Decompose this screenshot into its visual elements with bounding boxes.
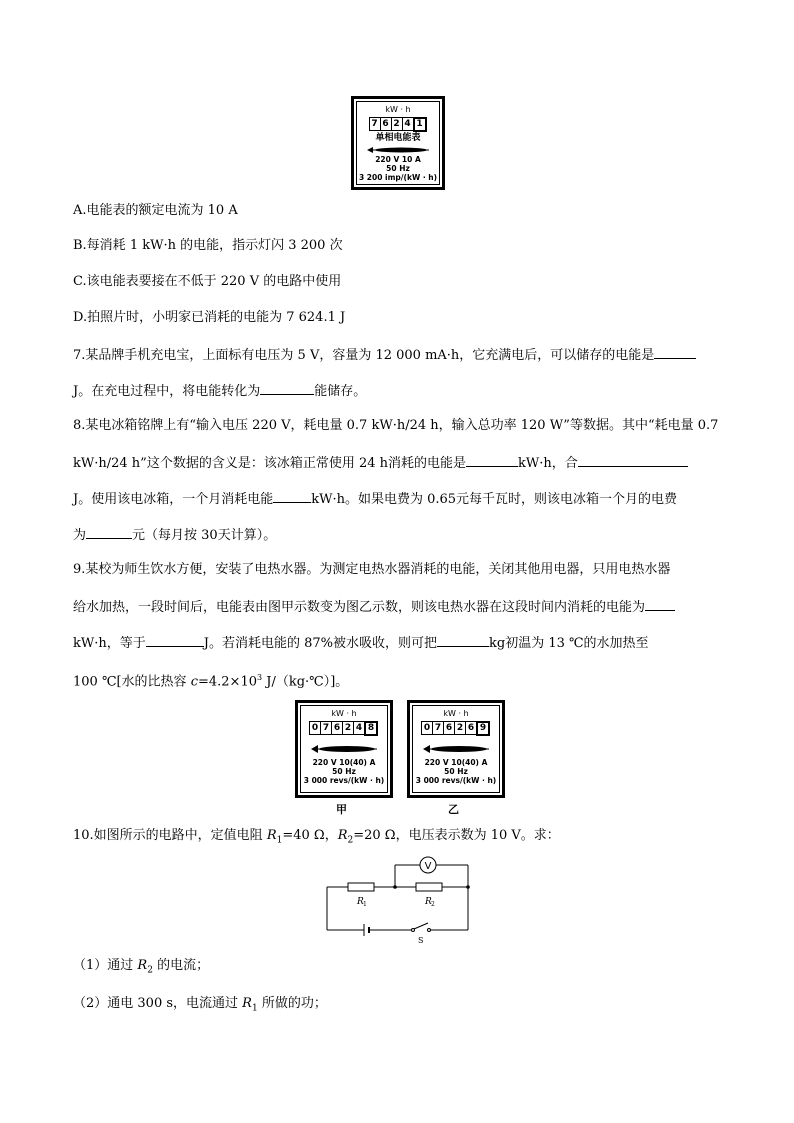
resistor-r2-label: R [425,897,432,907]
meter-caption-yi: 乙 [448,803,459,816]
meter-digit: 6 [331,721,343,735]
meter-digit: 7 [320,721,332,735]
meter-digit: 6 [443,721,455,735]
question-8-line-3: J。使用该电冰箱，一个月消耗电能 kW·h。如果电费为 0.65元每千瓦时，则该电冰箱一个月的电费 [73,489,677,509]
meter-digit-decimal: 8 [364,721,378,736]
voltmeter-label: V [424,861,432,872]
meter-digit: 0 [421,721,433,735]
option-c: C.该电能表要接在不低于 220 V 的电路中使用 [73,274,342,289]
meter-unit: kW · h [443,709,469,718]
resistor-r2-subscript: 2 [431,901,435,908]
resistor-r1 [348,883,374,891]
answer-blank[interactable] [645,597,675,611]
meter-caption-jia: 甲 [336,803,347,816]
answer-blank[interactable] [466,453,518,467]
question-9-line-2: 给水加热，一段时间后，电能表由图甲示数变为图乙示数，则该电热水器在这段时间内消耗的电能为 [73,597,675,617]
resistor-r2 [416,883,442,891]
meter-disc-icon [365,146,431,154]
meter-digit: 2 [391,117,403,131]
question-9-line-4: 100 ℃[水的比热容 $c=4.2\times 10^3$ J/（kg·℃）]。 [73,673,349,690]
meter-digit-decimal: 1 [413,117,427,132]
question-7-line-1: 7.某品牌手机充电宝，上面标有电压为 5 V，容量为 12 000 mA·h，它充满电后，可以储存的电能是 [73,345,696,365]
meter-spec-frequency: 50 Hz [332,767,356,776]
meter-spec-constant: 3 000 revs/(kW · h) [303,776,385,785]
answer-blank[interactable] [273,489,311,503]
meter-digit: 2 [454,721,466,735]
circuit-diagram [320,855,475,945]
switch-s [414,923,428,929]
meter-spec-constant: 3 200 imp/(kW · h) [358,173,438,182]
option-a: A.电能表的额定电流为 10 A [73,203,238,218]
question-8-line-2: kW·h/24 h”这个数据的含义是：该冰箱正常使用 24 h消耗的电能是 kW·h，合 [73,453,688,473]
meter-spec-frequency: 50 Hz [444,767,468,776]
answer-blank[interactable] [146,633,204,647]
meter-digit: 7 [432,721,444,735]
meter-digit: 7 [369,117,381,131]
question-9-line-3: kW·h，等于 J。若消耗电能的 87%被水吸收，则可把 kg初温为 13 ℃的水加热至 [73,633,649,653]
meter-disc-icon [421,744,491,754]
sub-question-2: （2）通电 300 s，电流通过 $R_1$ 所做的功； [73,996,327,1014]
meter-digit: 6 [380,117,392,131]
meter-spec-rating: 220 V 10(40) A [312,758,376,767]
option-d: D.拍照片时，小明家已消耗的电能为 7 624.1 J [73,310,346,325]
meter-digit-decimal: 9 [476,721,490,736]
question-10-line-1: 10.如图所示的电路中，定值电阻 $R_1=40$ Ω，$R_2=20$ Ω，电压表示数为 10 V。求： [73,828,560,846]
meter-unit: kW · h [331,709,357,718]
meter-unit: kW · h [385,105,411,114]
meter-digits [413,721,499,736]
meter-digit: 6 [465,721,477,735]
answer-blank[interactable] [260,381,314,395]
meter-digits [357,117,439,132]
answer-blank[interactable] [654,345,696,359]
energy-meter-jia [295,700,393,798]
meter-spec-rating: 220 V 10(40) A [424,758,488,767]
meter-name: 单相电能表 [375,133,421,143]
answer-blank[interactable] [578,453,688,467]
sub-question-1: （1）通过 $R_2$ 的电流； [73,958,210,976]
energy-meter-top [351,96,445,190]
meter-digit: 0 [309,721,321,735]
answer-blank[interactable] [437,633,489,647]
meter-digit: 2 [342,721,354,735]
option-b: B.每消耗 1 kW·h 的电能，指示灯闪 3 200 次 [73,238,343,253]
resistor-r1-label: R [357,897,364,907]
meter-disc-icon [309,744,379,754]
meter-digit: 4 [402,117,414,131]
meter-digit: 4 [353,721,365,735]
switch-label: S [418,936,424,945]
meter-spec-rating: 220 V 10 A [375,155,421,164]
question-7-line-2: J。在充电过程中，将电能转化为 能储存。 [73,381,366,401]
question-8-line-1: 8.某电冰箱铭牌上有“输入电压 220 V，耗电量 0.7 kW·h/24 h，输入总功率 120 W”等数据。其中“耗电量 0.7 [73,418,719,433]
meter-spec-constant: 3 000 revs/(kW · h) [415,776,497,785]
answer-blank[interactable] [86,525,132,539]
resistor-r1-subscript: 1 [363,901,367,908]
meter-spec-frequency: 50 Hz [386,164,410,173]
question-8-line-4: 为 元（每月按 30天计算）。 [73,525,276,545]
question-9-line-1: 9.某校为师生饮水方便，安装了电热水器。为测定电热水器消耗的电能，关闭其他用电器，只用电热水器 [73,562,671,577]
meter-digits [301,721,387,736]
energy-meter-yi [407,700,505,798]
